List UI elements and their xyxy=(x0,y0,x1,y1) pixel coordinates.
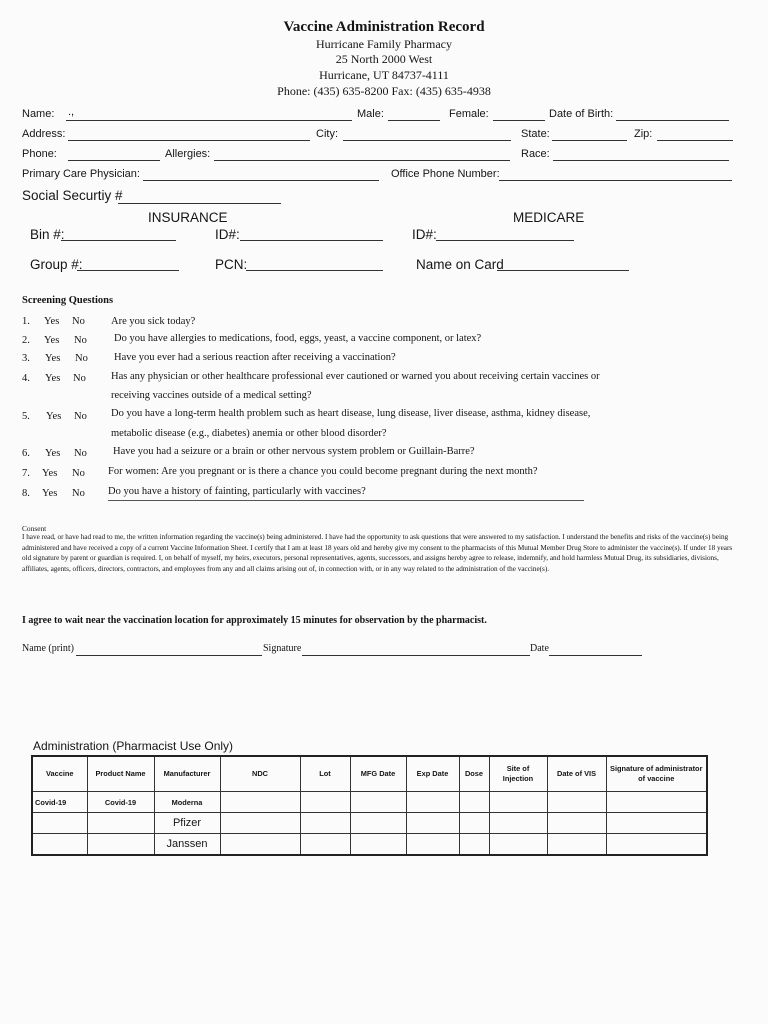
column-header: Dose xyxy=(459,756,489,792)
phone-field[interactable] xyxy=(68,160,160,161)
table-cell[interactable] xyxy=(606,813,707,834)
table-cell[interactable] xyxy=(300,813,350,834)
medicare-id-label: ID#: xyxy=(412,227,437,242)
form-title: Vaccine Administration Record xyxy=(283,19,485,35)
dob-label: Date of Birth: xyxy=(549,108,614,120)
table-cell[interactable]: Moderna xyxy=(154,792,220,813)
table-cell[interactable] xyxy=(406,792,459,813)
state-label: State: xyxy=(521,128,550,140)
table-cell[interactable] xyxy=(547,834,606,856)
male-label: Male: xyxy=(357,108,384,120)
column-header: NDC xyxy=(220,756,300,792)
no-option[interactable]: No xyxy=(74,411,87,422)
question-number: 2. xyxy=(22,335,30,346)
screening-heading: Screening Questions xyxy=(22,295,114,306)
question-text: For women: Are you pregnant or is there a chance you could become pregnant during the next month? xyxy=(108,466,538,477)
column-header: Date of VIS xyxy=(547,756,606,792)
table-cell[interactable] xyxy=(489,813,547,834)
pcn-label: PCN: xyxy=(215,257,248,272)
yes-option[interactable]: Yes xyxy=(46,411,62,422)
question-number: 4. xyxy=(22,373,30,384)
table-cell[interactable] xyxy=(220,834,300,856)
table-cell[interactable] xyxy=(606,792,707,813)
consent-heading: Consent xyxy=(22,524,47,533)
yes-option[interactable]: Yes xyxy=(45,373,61,384)
table-cell[interactable]: Covid-19 xyxy=(32,792,87,813)
date-label: Date xyxy=(530,643,549,654)
dob-field[interactable] xyxy=(616,120,729,121)
table-cell[interactable] xyxy=(87,813,154,834)
question-text: Have you had a seizure or a brain or other nervous system problem or Guillain-Barre? xyxy=(113,446,475,457)
table-cell[interactable] xyxy=(547,792,606,813)
zip-label: Zip: xyxy=(634,128,653,140)
insurance-heading: INSURANCE xyxy=(148,210,228,225)
yes-option[interactable]: Yes xyxy=(42,488,58,499)
pharmacy-street: 25 North 2000 West xyxy=(335,52,433,66)
table-cell[interactable]: Covid-19 xyxy=(87,792,154,813)
table-row xyxy=(32,834,707,856)
question-text: Do you have a long-term health problem such as heart disease, lung disease, liver disease, asthma, kidney disease, xyxy=(111,408,591,419)
race-field[interactable] xyxy=(553,160,729,161)
table-cell[interactable]: Janssen xyxy=(154,834,220,856)
table-row xyxy=(32,792,707,813)
zip-field[interactable] xyxy=(657,140,733,141)
column-header: Lot xyxy=(300,756,350,792)
table-cell[interactable] xyxy=(459,834,489,856)
male-field[interactable] xyxy=(388,120,440,121)
question-text-continued: receiving vaccines outside of a medical setting? xyxy=(111,390,312,401)
consent-text: I have read, or have had read to me, the written information regarding the vaccine(s) being administered. I have had the opportunity to ask questions that were answered to my satisfaction. I understand the benefits and risks of the vaccine(s) being administered and have received a copy of a current Vaccine Information Sheet. I certify that I am at least 18 years old and hereby give my consent to the pharmacists of this Mutual Member Drug Store to administer the vaccine(s). If under 18 years old signature by parent or guardian is required. I, on behalf of myself, my heirs, executors, personal representatives, agents, successors, and assigns hereby agree to release, indemnify, and hold harmless Mutual Drug, its subsidiaries, divisions, affiliates, agents, officers, directors, contractors, and employees from any and all claims arising out of, in connection with, or in any way related to the administration of the vaccine(s). xyxy=(22,533,733,573)
phone-label: Phone: xyxy=(22,148,57,160)
question-number: 7. xyxy=(22,468,30,479)
no-option[interactable]: No xyxy=(73,373,86,384)
city-field[interactable] xyxy=(343,140,511,141)
question-text: Have you ever had a serious reaction after receiving a vaccination? xyxy=(114,352,396,363)
name-field[interactable] xyxy=(66,120,352,121)
name-on-card-label: Name on Card xyxy=(416,257,504,272)
column-header: MFG Date xyxy=(350,756,406,792)
ssn-label: Social Securtiy # xyxy=(22,188,123,203)
insurance-id-field[interactable] xyxy=(240,240,383,241)
group-label: Group #: xyxy=(30,257,83,272)
yes-option[interactable]: Yes xyxy=(45,353,61,364)
table-cell[interactable] xyxy=(459,792,489,813)
table-cell[interactable] xyxy=(220,792,300,813)
table-cell[interactable] xyxy=(87,834,154,856)
yes-option[interactable]: Yes xyxy=(42,468,58,479)
pcp-field[interactable] xyxy=(143,180,379,181)
no-option[interactable]: No xyxy=(75,353,88,364)
question-text: Do you have a history of fainting, particularly with vaccines? xyxy=(108,486,366,497)
question-text: Has any physician or other healthcare professional ever cautioned or warned you about receiving certain vaccines or xyxy=(111,371,600,382)
table-cell[interactable] xyxy=(350,792,406,813)
name-print-field[interactable] xyxy=(76,655,262,656)
no-option[interactable]: No xyxy=(72,468,85,479)
column-header: Signature of administrator of vaccine xyxy=(606,756,707,792)
signature-label: Signature xyxy=(263,643,302,654)
table-cell[interactable] xyxy=(220,813,300,834)
administration-heading: Administration (Pharmacist Use Only) xyxy=(33,739,234,753)
pharmacy-name: Hurricane Family Pharmacy xyxy=(316,37,452,51)
administration-table xyxy=(31,755,708,856)
table-row xyxy=(32,813,707,834)
ssn-field[interactable] xyxy=(118,203,281,204)
yes-option[interactable]: Yes xyxy=(44,335,60,346)
pcp-label: Primary Care Physician: xyxy=(22,168,140,180)
group-field[interactable] xyxy=(77,270,179,271)
column-header: Manufacturer xyxy=(154,756,220,792)
table-cell[interactable] xyxy=(459,813,489,834)
question-text: Are you sick today? xyxy=(111,316,196,327)
question-number: 1. xyxy=(22,316,30,327)
female-field[interactable] xyxy=(493,120,545,121)
name-on-card-field[interactable] xyxy=(497,270,629,271)
table-cell[interactable] xyxy=(350,834,406,856)
name-print-label: Name (print) xyxy=(22,643,74,654)
race-label: Race: xyxy=(521,148,550,160)
question-number: 6. xyxy=(22,448,30,459)
pcn-field[interactable] xyxy=(246,270,383,271)
date-field[interactable] xyxy=(549,655,642,656)
yes-option[interactable]: Yes xyxy=(44,316,60,327)
bin-label: Bin #: xyxy=(30,227,65,242)
question-number: 5. xyxy=(22,411,30,422)
no-option[interactable]: No xyxy=(72,488,85,499)
office-phone-label: Office Phone Number: xyxy=(391,168,500,180)
no-option[interactable]: No xyxy=(72,316,85,327)
signature-field[interactable] xyxy=(302,655,530,656)
question-number: 3. xyxy=(22,353,30,364)
yes-option[interactable]: Yes xyxy=(45,448,61,459)
no-option[interactable]: No xyxy=(74,448,87,459)
table-cell[interactable] xyxy=(547,813,606,834)
city-label: City: xyxy=(316,128,338,140)
column-header: Vaccine xyxy=(32,756,87,792)
question-text-continued: metabolic disease (e.g., diabetes) anemia or other blood disorder? xyxy=(111,428,387,439)
address-field[interactable] xyxy=(68,140,310,141)
medicare-id-field[interactable] xyxy=(436,240,574,241)
name-label: Name: xyxy=(22,108,55,120)
question-text: Do you have allergies to medications, food, eggs, yeast, a vaccine component, or latex? xyxy=(114,333,482,344)
bin-field[interactable] xyxy=(61,240,176,241)
state-field[interactable] xyxy=(552,140,627,141)
table-header-row xyxy=(32,756,707,792)
question-number: 8. xyxy=(22,488,30,499)
office-phone-field[interactable] xyxy=(499,180,732,181)
table-cell[interactable] xyxy=(606,834,707,856)
column-header: Exp Date xyxy=(406,756,459,792)
allergies-label: Allergies: xyxy=(165,148,211,160)
table-cell[interactable] xyxy=(489,834,547,856)
medicare-heading: MEDICARE xyxy=(513,210,585,225)
table-cell[interactable] xyxy=(300,792,350,813)
table-cell[interactable] xyxy=(489,792,547,813)
pharmacy-contact: Phone: (435) 635-8200 Fax: (435) 635-4938 xyxy=(277,84,491,98)
table-cell[interactable] xyxy=(32,813,87,834)
table-cell[interactable] xyxy=(32,834,87,856)
address-label: Address: xyxy=(22,128,66,140)
table-cell[interactable] xyxy=(350,813,406,834)
wait-statement: I agree to wait near the vaccination location for approximately 15 minutes for observation by the pharmacist. xyxy=(22,615,487,626)
no-option[interactable]: No xyxy=(74,335,87,346)
column-header: Site of Injection xyxy=(489,756,547,792)
pharmacy-city: Hurricane, UT 84737-4111 xyxy=(319,68,449,82)
table-cell[interactable] xyxy=(406,813,459,834)
insurance-id-label: ID#: xyxy=(215,227,240,242)
question-8-underline xyxy=(108,500,584,501)
allergies-field[interactable] xyxy=(214,160,510,161)
table-cell[interactable] xyxy=(300,834,350,856)
table-cell[interactable] xyxy=(406,834,459,856)
name-value: ., xyxy=(68,106,75,118)
column-header: Product Name xyxy=(87,756,154,792)
female-label: Female: xyxy=(449,108,489,120)
table-cell[interactable]: Pfizer xyxy=(154,813,220,834)
